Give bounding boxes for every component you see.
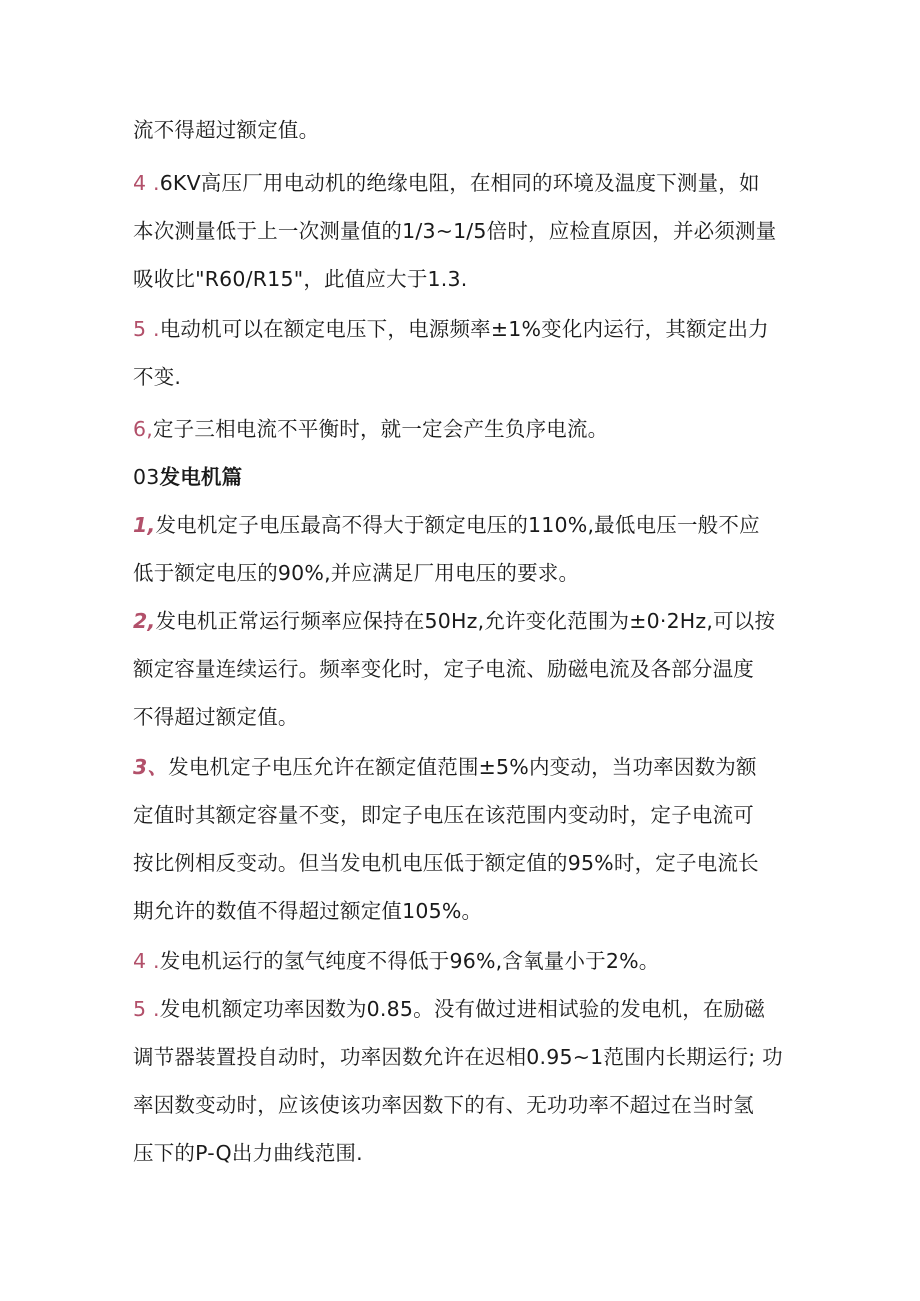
item-marker: 3、 (133, 755, 169, 779)
list-item-generator-1 (133, 512, 760, 538)
paragraph-line: 流不得超过额定值。 (133, 118, 320, 142)
list-item-motor-5 (133, 316, 769, 342)
item-marker: 4 . (133, 171, 160, 195)
item-marker: 1, (133, 513, 156, 537)
paragraph-line: 本次测量低于上一次测量值的1/3~1/5倍时，应检直原因，并必须测量 (133, 219, 777, 243)
paragraph-line: 调节器装置投自动时，功率因数允许在迟相0.95~1范围内长期运行; 功 (133, 1045, 783, 1069)
paragraph-line: 额定容量连续运行。频率变化时，定子电流、励磁电流及各部分温度 (133, 657, 754, 681)
item-text: 定子三相电流不平衡时，就一定会产生负序电流。 (152, 417, 609, 441)
paragraph-line: 定值时其额定容量不变，即定子电压在该范围内变动时，定子电流可 (133, 803, 754, 827)
list-item-generator-2 (133, 608, 775, 634)
section-number: 03 (133, 465, 160, 489)
paragraph-line: 率因数变动时，应该使该功率因数下的有、无功功率不超过在当时氢 (133, 1093, 754, 1117)
item-text: 发电机额定功率因数为0.85。没有做过进相试验的发电机，在励磁 (159, 997, 766, 1021)
item-text: 6KV高压厂用电动机的绝缘电阻，在相同的环境及温度下测量，如 (159, 171, 760, 195)
list-item-generator-5 (133, 996, 765, 1022)
list-item-motor-4 (133, 170, 760, 196)
item-text: 发电机正常运行频率应保持在50Hz,允许变化范围为±0·2Hz,可以按 (155, 609, 776, 633)
list-item-generator-3 (133, 754, 757, 780)
item-text: 发电机定子电压允许在额定值范围±5%内变动，当功率因数为额 (168, 755, 757, 779)
paragraph-line: 压下的P-Q出力曲线范围. (133, 1141, 363, 1165)
item-marker: 5 . (133, 997, 160, 1021)
paragraph-line: 不得超过额定值。 (133, 705, 299, 729)
item-marker: 2, (133, 609, 156, 633)
item-text: 发电机定子电压最高不得大于额定电压的110%,最低电压一般不应 (155, 513, 760, 537)
section-heading (133, 464, 242, 490)
paragraph-line: 低于额定电压的90%,并应满足厂用电压的要求。 (133, 561, 580, 585)
paragraph-line: 按比例相反变动。但当发电机电压低于额定值的95%时，定子电流长 (133, 851, 759, 875)
section-title: 发电机篇 (159, 465, 243, 489)
item-text: 电动机可以在额定电压下，电源频率±1%变化内运行，其额定出力 (159, 317, 769, 341)
item-text: 发电机运行的氢气纯度不得低于96%,含氧量小于2%。 (159, 949, 660, 973)
paragraph-line: 不变. (133, 365, 182, 389)
list-item-generator-4 (133, 948, 660, 974)
list-item-motor-6 (133, 416, 608, 442)
paragraph-line: 期允许的数值不得超过额定值105%。 (133, 899, 483, 923)
paragraph-line: 吸收比"R60/R15"，此值应大于1.3. (133, 267, 468, 291)
item-marker: 5 . (133, 317, 160, 341)
item-marker: 4 . (133, 949, 160, 973)
item-marker: 6, (133, 417, 153, 441)
